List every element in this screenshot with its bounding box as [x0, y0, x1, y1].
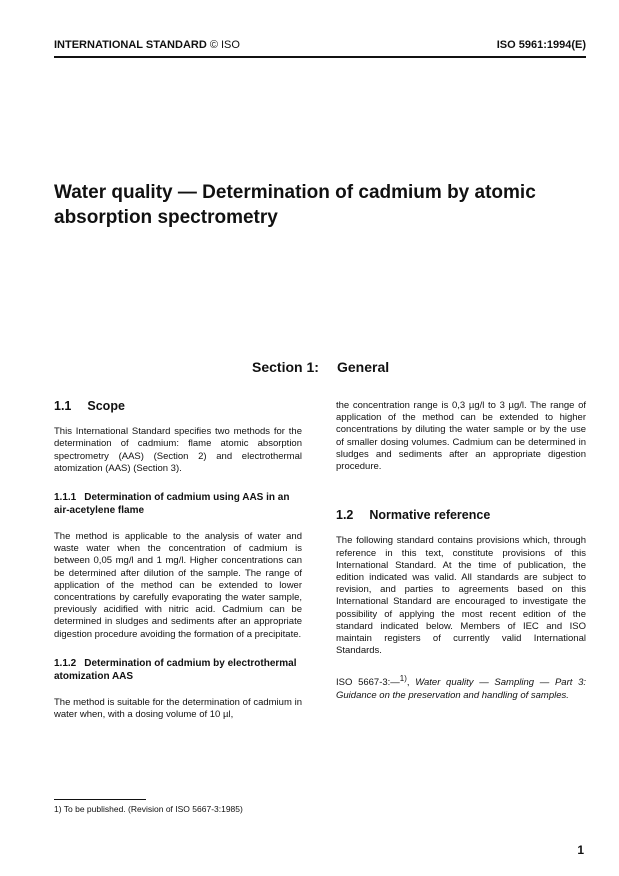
scope-title: Scope	[87, 399, 125, 413]
scope-text: This International Standard specifies two methods for the determination of cadmium: flame atomic absorption spectrometry (AAS) (Section 2) and electrothermal atomization (AAS) (Section 3).	[54, 426, 302, 474]
sub1-text: The method is applicable to the analysis of water and waste water when the concentration of cadmium is between 0,05 mg/l and 1 mg/l. Higher concentrations can be determined after dilution of the sample. The range of application of the method can be extended to lower concentrations by carefully evaporating the water sample, previously acidified with nitric acid. Cadmium can be determined in sludges and sediments after an appropriate digestion procedure avoiding the formation of a precipitate.	[54, 531, 302, 640]
normative-text: The following standard contains provisions which, through reference in this text, constitute provisions of this International Standard. At the time of publication, the edition indicated was valid. All standards are subject to revision, and parties to agreements based on this International Standard are encouraged to investigate the possibility of applying the most recent edition of the standard indicated below. Members of IEC and ISO maintain registers of currently valid International Standards.	[336, 535, 586, 657]
normative-heading	[336, 509, 586, 521]
reference-footnote-mark: 1)	[399, 674, 407, 684]
sub1-number: 1.1.1	[54, 492, 77, 504]
document-id: ISO 5961:1994(E)	[496, 39, 586, 51]
sub2-title: Determination of cadmium by electrothermal atomization AAS	[54, 657, 297, 682]
normative-reference: ISO 5667-3:—$^{1)}$, Water quality — Sampling — Part 3: Guidance on the preservation and handling of samples.	[336, 674, 586, 701]
right-column	[336, 400, 586, 718]
footnote-divider	[54, 799, 146, 800]
spacer	[336, 489, 586, 509]
sub2-heading	[54, 657, 302, 683]
header-standard	[54, 39, 240, 51]
normative-title: Normative reference	[369, 508, 491, 523]
section-number: Section 1:	[252, 359, 319, 375]
scope-number: 1.1	[54, 399, 72, 413]
reference-title: Water quality — Sampling — Part 3: Guidance on the preservation and handling of samples.	[336, 677, 586, 701]
page-number: 1	[577, 843, 584, 857]
document-title: Water quality — Determination of cadmium by atomic absorption spectrometry	[54, 182, 536, 228]
copyright-label: © ISO	[209, 39, 240, 51]
normative-number: 1.2	[336, 508, 354, 523]
sub1-title: Determination of cadmium using AAS in an air-acetylene flame	[54, 492, 290, 517]
section-name: General	[337, 359, 390, 375]
sub1-heading	[54, 491, 302, 517]
sub2-number: 1.1.2	[54, 657, 77, 669]
page-header	[54, 36, 586, 58]
standard-label: INTERNATIONAL STANDARD	[54, 39, 207, 51]
footnote: 1) To be published. (Revision of ISO 5667-3:1985)	[54, 804, 243, 814]
left-column	[54, 400, 302, 737]
scope-heading	[54, 400, 302, 412]
reference-id: ISO 5667-3:—	[336, 677, 400, 689]
sub2-text: The method is suitable for the determination of cadmium in water when, with a dosing volume of 10 µl,	[54, 696, 302, 721]
continuation-text: the concentration range is 0,3 µg/l to 3 µg/l. The range of application of the method can be extended to higher concentrations by diluting the water sample or by the use of smaller dosing volumes. Cadmium can be determined in sludges and sediments after an appropriate digestion procedure.	[336, 400, 586, 473]
